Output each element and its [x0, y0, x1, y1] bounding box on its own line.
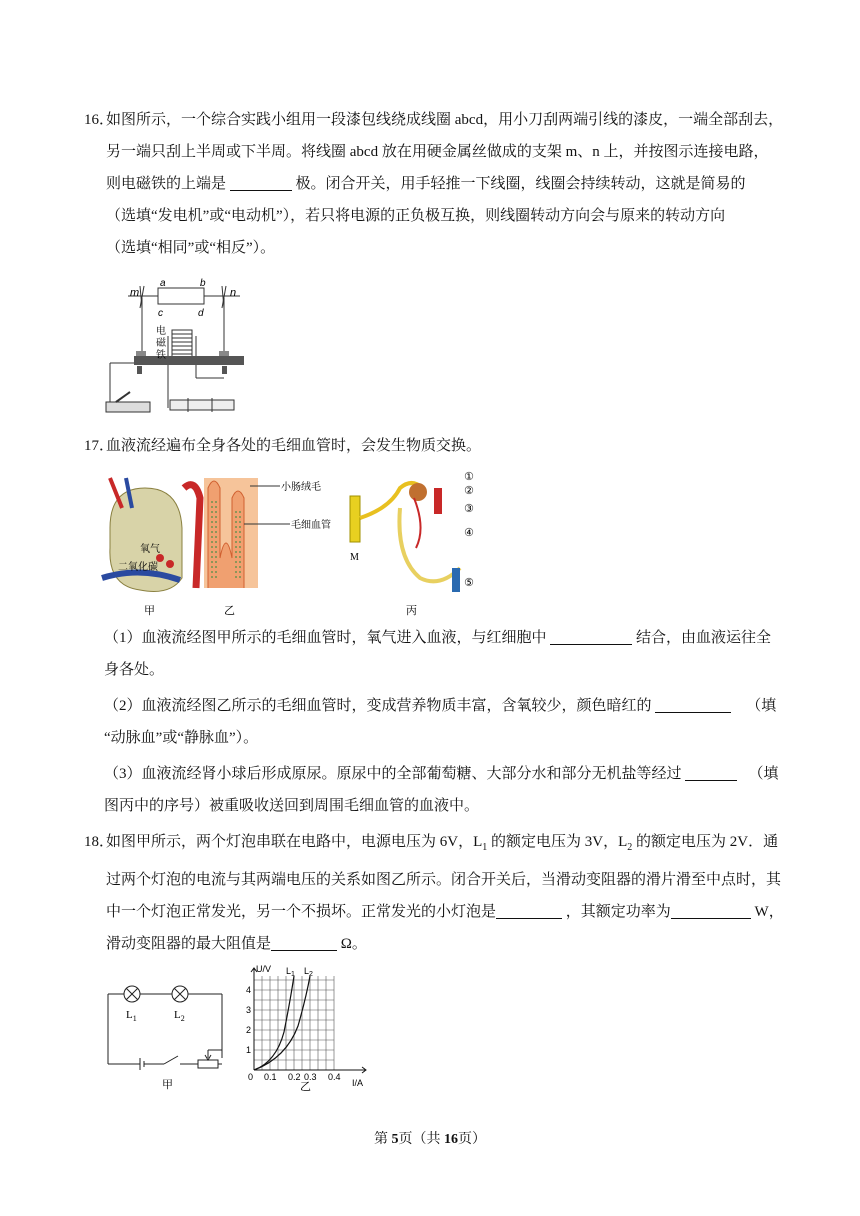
motor-diagram: [104, 278, 254, 418]
q17-part-2: [104, 690, 784, 754]
q16-text-3b: 极。闭合开关，用手轻推一下线圈，线圈会持续转动，这就是简易的: [295, 176, 746, 192]
question-17: [84, 430, 784, 462]
label-m: m: [130, 287, 140, 299]
y-tick: 1: [246, 1045, 252, 1055]
lamp-L2-label: $L_2$: [174, 1009, 185, 1023]
q17-p3-text-b: （填: [748, 766, 779, 782]
q18-text-2: 过两个灯泡的电流与其两端电压的关系如图乙所示。闭合开关后，当滑动变阻器的滑片滑至中点时，其: [106, 872, 782, 888]
q16-text-3a: 则电磁铁的上端是: [106, 176, 227, 192]
q17-p3-text: （3）血液流经肾小球后形成原尿。原尿中的全部葡萄糖、大部分水和部分无机盐等经过: [104, 766, 682, 782]
page-number: 5: [391, 1132, 399, 1147]
answer-blank[interactable]: [230, 172, 292, 191]
origin-label: 0: [248, 1072, 254, 1082]
curve-L2-label: $L_2$: [304, 966, 313, 978]
subscript-1: 1: [482, 842, 488, 853]
curve-L1-label: $L_1$: [286, 966, 295, 978]
iv-graph: [242, 962, 372, 1092]
page-footer: [0, 1128, 860, 1148]
q18-text-1c: 的额定电压为 2V．通: [632, 834, 779, 850]
q16-text-2: 另一端只刮上半周或下半周。将线圈 abcd 放在用硬金属丝做成的支架 m、n 上，并按图示连接电路，: [106, 144, 769, 160]
q17-part-3: [104, 758, 784, 822]
label-a: a: [160, 278, 166, 289]
label-tie: 铁: [156, 350, 166, 361]
fig-bing-label: 丙: [406, 605, 417, 617]
y-tick: 4: [246, 985, 252, 995]
q18-text-3c: W，: [754, 904, 784, 920]
x-tick: 0.3: [304, 1072, 317, 1082]
q17-stem: 血液流经遍布全身各处的毛细血管时，会发生物质交换。: [106, 438, 482, 454]
lamp-L1-label: $L_1$: [126, 1009, 137, 1023]
q16-text-5: （选填“相同”或“相反”）。: [106, 240, 276, 256]
x-tick: 0.4: [328, 1072, 341, 1082]
label-M: M: [350, 552, 359, 563]
answer-blank[interactable]: [271, 932, 337, 951]
q17-p1-text-c: 身各处。: [104, 662, 165, 678]
label-dian: 电: [156, 326, 166, 337]
q17-p3-text-c: 图丙中的序号）被重吸收送回到周围毛细血管的血液中。: [104, 798, 480, 814]
y-axis-label: U/V: [256, 964, 272, 974]
marker-3: ③: [464, 503, 474, 515]
y-tick: 2: [246, 1025, 252, 1035]
marker-5: ⑤: [464, 577, 474, 589]
q18-text-1a: 如图甲所示，两个灯泡串联在电路中，电源电压为 6V，L: [106, 834, 483, 850]
answer-blank[interactable]: [496, 900, 562, 919]
answer-blank[interactable]: [685, 762, 737, 781]
q16-text-1: 如图所示，一个综合实践小组用一段漆包线绕成线圈 abcd，用小刀刮两端引线的漆皮，一端全部刮去，: [106, 112, 784, 128]
q17-part-1: [104, 622, 784, 686]
x-tick: 0.1: [264, 1072, 277, 1082]
answer-blank[interactable]: [655, 694, 731, 713]
question-18: [84, 826, 784, 960]
q18-text-3b: ，其额定功率为: [565, 904, 671, 920]
answer-blank[interactable]: [671, 900, 751, 919]
fig-yi-label: 乙: [224, 605, 235, 617]
marker-1: ①: [464, 471, 474, 483]
x-axis-label: I/A: [352, 1078, 364, 1088]
label-villi: 小肠绒毛: [281, 482, 321, 493]
q18-text-3a: 中一个灯泡正常发光，另一个不损坏。正常发光的小灯泡是: [106, 904, 497, 920]
q18-text-4a: 滑动变阻器的最大阻值是: [106, 936, 272, 952]
fig-jia-label: 甲: [162, 1079, 173, 1090]
x-tick: 0.2: [288, 1072, 301, 1082]
label-ci: 磁: [156, 338, 166, 349]
circuit-diagram: [104, 980, 234, 1090]
label-d: d: [198, 308, 204, 319]
label-co2: 二氧化碳: [118, 562, 158, 573]
y-tick: 3: [246, 1005, 252, 1015]
label-oxygen: 氧气: [140, 544, 160, 555]
question-number: 16．: [84, 112, 115, 128]
fig-yi-label: 乙: [300, 1081, 311, 1092]
answer-blank[interactable]: [550, 626, 632, 645]
q17-p1-text-b: 结合，由血液运往全: [636, 630, 772, 646]
question-number: 18．: [84, 834, 115, 850]
label-b: b: [200, 278, 206, 289]
question-16: [84, 104, 784, 264]
marker-2: ②: [464, 485, 474, 497]
q18-text-1b: 的额定电压为 3V，L: [487, 834, 628, 850]
q18-text-4b: Ω。: [340, 936, 367, 952]
subscript-2: 2: [627, 842, 633, 853]
marker-4: ④: [464, 527, 474, 539]
fig-jia-label: 甲: [144, 605, 155, 617]
question-number: 17．: [84, 438, 115, 454]
q17-p1-text: （1）血液流经图甲所示的毛细血管时，氧气进入血液，与红细胞中: [104, 630, 547, 646]
total-pages: 16: [444, 1132, 458, 1147]
label-n: n: [230, 287, 237, 299]
capillary-figure: [100, 468, 480, 618]
footer-text: 第: [374, 1132, 392, 1147]
label-c: c: [158, 308, 163, 319]
footer-text: 页（共: [398, 1132, 444, 1147]
q17-p2-text: （2）血液流经图乙所示的毛细血管时，变成营养物质丰富，含氧较少，颜色暗红的: [104, 698, 652, 714]
q16-text-4: （选填“发电机”或“电动机”），若只将电源的正负极互换，则线圈转动方向会与原来的转动方向: [106, 208, 726, 224]
footer-text: 页）: [458, 1132, 486, 1147]
label-capillary: 毛细血管: [291, 520, 331, 531]
q17-p2-text-b: （填: [746, 698, 777, 714]
q17-p2-text-c: “动脉血”或“静脉血”）。: [104, 730, 259, 746]
